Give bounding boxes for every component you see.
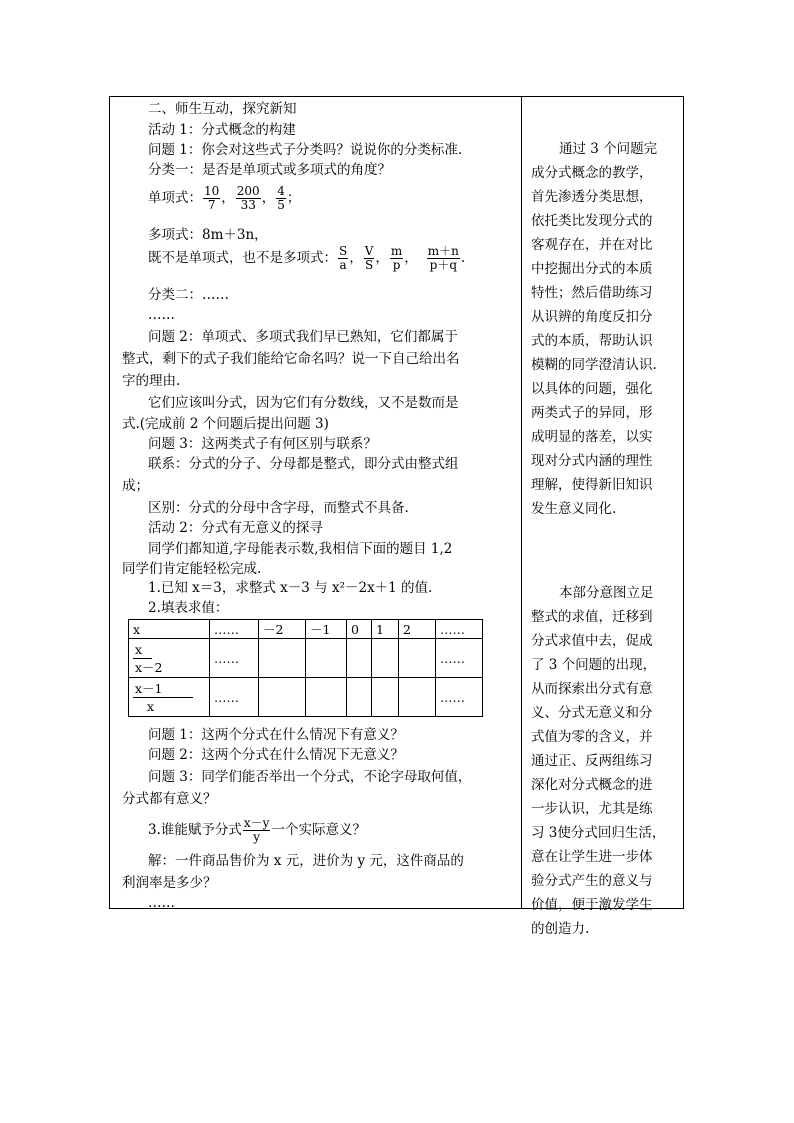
table-cell [347, 678, 372, 717]
neither-label: 既不是单项式，也不是多项式： [148, 250, 337, 266]
table-cell [129, 639, 210, 678]
design-note-1: 通过 3 个问题完 成分式概念的教学， 首先渗透分类思想， 依托类比发现分式的 客观存在，并在对比 中挖掘出分式的本质 特性；然后借助练习 从识辨的角度反扣分 式的本质，帮助认识 模糊的同学澄清认识. 以具体的问题，强化 两类式子的异同，形 成明显的落差，以实 现对分式内涵的理性 理解，使得新旧知识 发生意义同化. [531, 141, 658, 517]
table-row [129, 678, 483, 717]
answer-line-2: 式.(完成前 2 个问题后提出问题 3) [122, 416, 329, 432]
table-cell: －1 [306, 620, 347, 639]
activity-1-title: 活动 1：分式概念的构建 [148, 122, 296, 138]
section-title: 二、师生互动，探究新知 [148, 101, 297, 117]
table-cell: …… [436, 639, 483, 678]
intro-line-2: 同学们肯定能轻松完成. [122, 561, 262, 577]
fraction: $\frac{200}{33}$ [236, 184, 260, 212]
table-cell: …… [436, 620, 483, 639]
question-3: 问题 3：这两类式子有何区别与联系？ [148, 436, 377, 452]
table-cell [372, 639, 399, 678]
fraction: $\frac{V}{S}$ [364, 244, 374, 272]
problem-3-line-1: 问题 3：同学们能否举出一个分式，不论字母取何值， [148, 769, 472, 785]
ellipsis: …… [148, 307, 175, 323]
table-cell [347, 639, 372, 678]
table-cell: …… [210, 620, 259, 639]
table-cell [399, 678, 436, 717]
task-2: 2.填表求值： [148, 600, 229, 616]
design-note-2: 本部分意图立足 整式的求值，迁移到 分式求值中去，促成 了 3 个问题的出现， 从而探索出分式有意 义、分式无意义和分 式值为零的含义，并 通过正、反两组练习 深化对分式概念的进 一步认识，尤其是练 习 3使分式回归生活， 意在让学生进一步体 验分式产生的意义与 价值，便于激发学生 的创造力. [531, 585, 666, 937]
fraction: $\frac{4}{5}$ [277, 184, 285, 212]
fraction: $\frac{m}{p}$ [390, 244, 403, 272]
table-cell [306, 639, 347, 678]
table-cell [399, 639, 436, 678]
table-cell [259, 678, 306, 717]
intro-line-1: 同学们都知道,字母能表示数,我相信下面的题目 1,2 [148, 541, 453, 557]
table-cell: …… [436, 678, 483, 717]
difference-line: 区别：分式的分母中含字母，而整式不具备. [148, 500, 409, 516]
table-cell: …… [210, 678, 259, 717]
table-cell: 0 [347, 620, 372, 639]
table-cell: x [129, 620, 210, 639]
answer-line-1: 它们应该叫分式，因为它们有分数线，又不是数而是 [148, 395, 459, 411]
content-column [110, 97, 521, 911]
connection-line-2: 成； [122, 478, 149, 494]
fraction: $\frac{x}{x-2}$ [135, 641, 163, 675]
table-cell: …… [210, 639, 259, 678]
question-2-line-3: 字的理由. [122, 373, 181, 389]
polynomial-line: 多项式：8m＋3n， [148, 227, 268, 243]
table-cell [129, 678, 210, 717]
table-header-row [129, 620, 483, 639]
classification-1: 分类一：是否是单项式或多项式的角度？ [148, 162, 391, 178]
problem-2: 问题 2：这两个分式在什么情况下无意义？ [148, 747, 404, 763]
connection-line-1: 联系：分式的分子、分母都是整式，即分式由整式组 [148, 456, 459, 472]
monomial-line: 单项式： $\frac{10}{7}$ ， $\frac{200}{33}$ ， $\frac{4}{5}$ ； [148, 184, 301, 212]
question-2-line-1: 问题 2：单项式、多项式我们早已熟知，它们都属于 [148, 329, 458, 345]
fraction: $\frac{S}{a}$ [339, 244, 348, 272]
lesson-table [109, 96, 684, 937]
fraction: $\frac{x-1}{x}$ [133, 680, 193, 715]
classification-2: 分类二：…… [148, 287, 229, 303]
notes-column [522, 97, 684, 937]
ellipsis: …… [148, 895, 175, 911]
table-cell [372, 678, 399, 717]
table-row [129, 639, 483, 678]
problem-3-line-2: 分式都有意义？ [122, 791, 217, 807]
task-1: 1.已知 x＝3，求整式 x－3 与 x²－2x＋1 的值. [148, 580, 433, 596]
fraction: $\frac{m+n}{p+q}$ [427, 244, 459, 272]
activity-2-title: 活动 2：分式有无意义的探寻 [148, 520, 323, 536]
table-cell: 2 [399, 620, 436, 639]
question-1: 问题 1：你会对这些式子分类吗？说说你的分类标准. [148, 142, 463, 158]
table-cell: －2 [259, 620, 306, 639]
table-cell: 1 [372, 620, 399, 639]
neither-line: 既不是单项式，也不是多项式： $\frac{S}{a}$ ， $\frac{V}{S}$ ， $\frac{m}{p}$ ， $\frac{m+n}{p+q}$ . [148, 244, 466, 272]
problem-1: 问题 1：这两个分式在什么情况下有意义？ [148, 727, 404, 743]
table-cell [306, 678, 347, 717]
fraction: $\frac{10}{7}$ [204, 184, 220, 212]
table-cell [259, 639, 306, 678]
solution-line-1: 解：一件商品售价为 x 元，进价为 y 元，这件商品的 [148, 853, 464, 869]
question-2-line-2: 整式，剩下的式子我们能给它命名吗？说一下自己给出名 [122, 351, 460, 367]
task-3: 3.谁能赋予分式 $\frac{x-y}{y}$ 一个实际意义？ [148, 816, 366, 844]
fraction: $\frac{x-y}{y}$ [243, 816, 270, 844]
monomial-label: 单项式： [148, 190, 202, 206]
value-table [128, 619, 483, 717]
solution-line-2: 利润率是多少？ [122, 875, 217, 891]
